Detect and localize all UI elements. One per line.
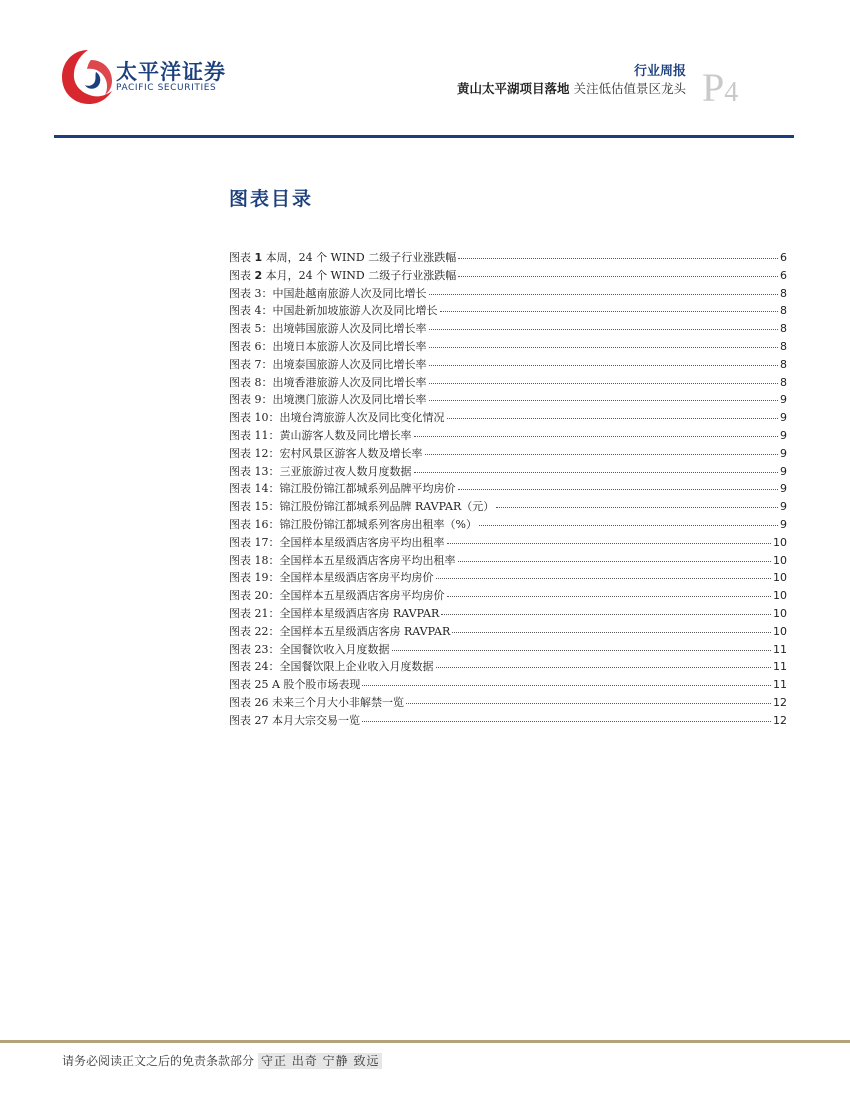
toc-entry-page: 12 — [773, 713, 787, 727]
toc-entry-page: 10 — [773, 535, 787, 549]
toc-entry-prefix: 图表 — [229, 268, 255, 282]
logo-brand-en: PACIFIC SECURITIES — [116, 83, 217, 93]
toc-entry-label — [229, 445, 423, 461]
toc-entry-prefix: 图表 26 — [229, 695, 269, 709]
toc-entry-label — [229, 587, 445, 603]
toc-entry[interactable] — [229, 356, 787, 374]
toc-entry-prefix: 图表 24： — [229, 660, 280, 674]
toc-dot-leader — [458, 257, 778, 259]
toc-entry-text: 全国样本星级酒店客房平均出租率 — [279, 535, 445, 549]
toc-entry-label — [229, 320, 427, 336]
toc-entry-text: 宏村风景区游客人数及增长率 — [279, 446, 423, 460]
toc-entry[interactable] — [229, 249, 787, 267]
toc-entry-text: 锦江股份锦江都城系列品牌平均房价 — [279, 482, 456, 496]
toc-entry[interactable] — [229, 320, 787, 338]
report-subtitle — [457, 79, 686, 97]
toc-entry-page: 11 — [773, 660, 787, 674]
toc-entry-label — [229, 285, 427, 301]
toc-entry-text: 本周，24 个 WIND 二级子行业涨跌幅 — [262, 251, 457, 264]
toc-entry-page: 10 — [773, 571, 787, 585]
toc-entry-text: 本月大宗交易一览 — [268, 713, 360, 727]
toc-dot-leader — [429, 328, 779, 330]
toc-entry[interactable] — [229, 391, 787, 409]
toc-entry-page: 9 — [780, 411, 787, 425]
toc-entry[interactable] — [229, 427, 787, 445]
toc-entry-page: 9 — [780, 446, 787, 460]
subtitle-headline: 黄山太平湖项目落地 — [456, 81, 570, 96]
page-number: 4 — [724, 77, 739, 108]
toc-entry-prefix: 图表 12： — [229, 446, 280, 460]
toc-entry-label — [229, 356, 427, 372]
toc-dot-leader — [414, 435, 779, 437]
toc-entry[interactable] — [229, 498, 787, 516]
toc-entry-prefix: 图表 3： — [229, 286, 273, 300]
toc-entry-prefix: 图表 15： — [229, 500, 280, 514]
toc-entry[interactable] — [229, 641, 787, 659]
toc-entry-page: 9 — [780, 517, 787, 531]
toc-entry-text: 全国餐饮收入月度数据 — [279, 642, 390, 656]
toc-entry-page: 6 — [780, 251, 787, 264]
toc-dot-leader — [447, 595, 772, 597]
toc-entry-prefix: 图表 5： — [229, 322, 273, 336]
toc-entry-page: 10 — [773, 589, 787, 603]
toc-entry[interactable] — [229, 587, 787, 605]
toc-entry-number: 1 — [254, 251, 263, 264]
toc-entry-prefix: 图表 25 — [229, 678, 269, 692]
toc-entry-text: 全国餐饮限上企业收入月度数据 — [279, 660, 434, 674]
toc-entry-text: 中国赴越南旅游人次及同比增长 — [272, 286, 427, 300]
toc-entry[interactable] — [229, 534, 787, 552]
toc-entry-label — [229, 374, 427, 390]
header-divider — [54, 135, 794, 138]
toc-entry-prefix: 图表 9： — [229, 393, 273, 407]
toc-entry-text: 全国样本星级酒店客房平均房价 — [279, 571, 434, 585]
toc-entry-text: 出境台湾旅游人次及同比变化情况 — [279, 411, 445, 425]
toc-entry-label — [229, 516, 477, 532]
toc-entry-text: 全国样本五星级酒店客房平均出租率 — [279, 553, 456, 567]
footer-disclaimer: 请务必阅读正文之后的免责条款部分 — [62, 1054, 255, 1068]
toc-entry-label — [229, 712, 360, 728]
toc-entry-prefix: 图表 7： — [229, 357, 273, 371]
toc-entry[interactable] — [229, 658, 787, 676]
toc-entry-text: 出境日本旅游人次及同比增长率 — [272, 339, 427, 353]
toc-entry-page: 8 — [780, 322, 787, 336]
toc-dot-leader — [452, 631, 771, 633]
toc-entry-page: 9 — [780, 393, 787, 407]
toc-dot-leader — [429, 382, 779, 384]
toc-dot-leader — [429, 399, 779, 401]
toc-entry-prefix: 图表 — [229, 251, 255, 264]
toc-entry[interactable] — [229, 302, 787, 320]
report-type-label: 行业周报 — [633, 64, 686, 79]
toc-entry-prefix: 图表 17： — [229, 535, 280, 549]
toc-entry-label — [229, 409, 445, 425]
toc-entry-label — [229, 391, 427, 407]
toc-entry-label — [229, 338, 427, 354]
toc-entry-label — [229, 623, 450, 639]
toc-entry-page: 9 — [780, 428, 787, 442]
toc-entry-text: 出境香港旅游人次及同比增长率 — [272, 375, 427, 389]
toc-entry-prefix: 图表 14： — [229, 482, 280, 496]
toc-entry-text: 中国赴新加坡旅游人次及同比增长 — [272, 304, 438, 318]
toc-entry[interactable] — [229, 285, 787, 303]
toc-dot-leader — [362, 720, 771, 722]
toc-title: 图表目录 — [229, 188, 314, 210]
toc-entry[interactable] — [229, 552, 787, 570]
subtitle-tagline: 关注低估值景区龙头 — [573, 81, 686, 96]
toc-dot-leader — [447, 542, 772, 544]
toc-dot-leader — [429, 293, 779, 295]
toc-entry-text: 黄山游客人数及同比增长率 — [279, 428, 412, 442]
toc-dot-leader — [429, 364, 779, 366]
toc-entry-page: 10 — [773, 624, 787, 638]
toc-entry-prefix: 图表 11： — [229, 428, 280, 442]
toc-entry-text: 三亚旅游过夜人数月度数据 — [279, 464, 412, 478]
figure-list — [229, 249, 787, 730]
pacific-securities-logo-icon — [58, 46, 118, 108]
toc-entry-prefix: 图表 4： — [229, 304, 273, 318]
toc-dot-leader — [436, 577, 772, 579]
toc-entry-label — [229, 552, 456, 568]
toc-entry-page: 8 — [780, 375, 787, 389]
toc-dot-leader — [440, 310, 779, 312]
toc-dot-leader — [425, 453, 779, 455]
toc-dot-leader — [429, 346, 779, 348]
toc-dot-leader — [362, 684, 771, 686]
toc-entry-page: 12 — [773, 695, 787, 709]
toc-entry[interactable] — [229, 569, 787, 587]
toc-entry-text: 全国样本星级酒店客房 RAVPAR — [279, 606, 440, 620]
toc-entry-prefix: 图表 21： — [229, 606, 280, 620]
toc-entry-text: 全国样本五星级酒店客房 RAVPAR — [279, 624, 451, 638]
toc-entry-label — [229, 427, 412, 443]
toc-entry-text: A 股个股市场表现 — [268, 678, 361, 692]
toc-entry[interactable] — [229, 338, 787, 356]
toc-entry-label — [229, 302, 438, 318]
footer-motto: 守正 出奇 宁静 致远 — [258, 1053, 382, 1069]
toc-entry-text: 出境泰国旅游人次及同比增长率 — [272, 357, 427, 371]
toc-entry[interactable] — [229, 676, 787, 694]
toc-entry-page: 9 — [780, 482, 787, 496]
toc-dot-leader — [447, 417, 779, 419]
toc-entry-label — [229, 569, 434, 585]
toc-entry-label — [229, 480, 456, 496]
toc-entry-label — [229, 658, 434, 674]
toc-entry-label — [229, 605, 439, 621]
footer — [62, 1052, 382, 1069]
toc-entry-label — [229, 694, 404, 710]
toc-entry-text: 出境韩国旅游人次及同比增长率 — [272, 322, 427, 336]
toc-entry-page: 11 — [773, 642, 787, 656]
toc-entry-page: 6 — [780, 268, 787, 282]
toc-entry-text: 全国样本五星级酒店客房平均房价 — [279, 589, 445, 603]
toc-entry-prefix: 图表 22： — [229, 624, 280, 638]
toc-entry-text: 本月，24 个 WIND 二级子行业涨跌幅 — [262, 268, 457, 282]
toc-dot-leader — [414, 471, 779, 473]
toc-entry[interactable] — [229, 267, 787, 285]
toc-dot-leader — [458, 560, 772, 562]
toc-entry[interactable] — [229, 409, 787, 427]
toc-entry-label — [229, 498, 494, 514]
toc-entry-label — [229, 534, 445, 550]
toc-entry-label — [229, 676, 360, 692]
toc-entry-prefix: 图表 23： — [229, 642, 280, 656]
toc-entry-prefix: 图表 8： — [229, 375, 273, 389]
footer-divider — [0, 1040, 850, 1043]
toc-entry-prefix: 图表 19： — [229, 571, 280, 585]
toc-entry-prefix: 图表 10： — [229, 411, 280, 425]
toc-entry-text: 锦江股份锦江都城系列客房出租率（%） — [279, 517, 477, 531]
toc-entry-prefix: 图表 6： — [229, 339, 273, 353]
toc-entry[interactable] — [229, 445, 787, 463]
toc-entry-label — [229, 641, 390, 657]
toc-entry[interactable] — [229, 623, 787, 641]
toc-entry-text: 锦江股份锦江都城系列品牌 RAVPAR（元） — [279, 500, 495, 514]
toc-dot-leader — [458, 275, 778, 277]
toc-entry-text: 未来三个月大小非解禁一览 — [268, 695, 404, 709]
toc-entry[interactable] — [229, 712, 787, 730]
logo-brand-cn: 太平洋证券 — [116, 60, 226, 84]
toc-entry-text: 出境澳门旅游人次及同比增长率 — [272, 393, 427, 407]
toc-dot-leader — [479, 524, 778, 526]
toc-entry-page: 9 — [780, 464, 787, 478]
toc-entry[interactable] — [229, 516, 787, 534]
toc-entry-page: 8 — [780, 339, 787, 353]
toc-entry-page: 10 — [773, 606, 787, 620]
toc-entry-prefix: 图表 13： — [229, 464, 280, 478]
toc-entry-prefix: 图表 16： — [229, 517, 280, 531]
toc-entry-page: 11 — [773, 678, 787, 692]
toc-entry[interactable] — [229, 463, 787, 481]
toc-entry-label — [229, 267, 456, 283]
toc-dot-leader — [436, 666, 772, 668]
company-logo — [58, 46, 248, 116]
toc-entry-page: 9 — [780, 500, 787, 514]
toc-dot-leader — [496, 506, 778, 508]
page-number-mark — [702, 65, 739, 110]
toc-dot-leader — [406, 702, 771, 704]
toc-entry-prefix: 图表 18： — [229, 553, 280, 567]
toc-dot-leader — [458, 488, 779, 490]
toc-entry[interactable] — [229, 605, 787, 623]
toc-entry-page: 8 — [780, 304, 787, 318]
toc-entry-label — [229, 463, 412, 479]
toc-entry-number: 2 — [254, 268, 263, 282]
toc-entry-prefix: 图表 20： — [229, 589, 280, 603]
toc-entry-page: 8 — [780, 286, 787, 300]
toc-entry[interactable] — [229, 374, 787, 392]
toc-dot-leader — [441, 613, 771, 615]
toc-entry[interactable] — [229, 480, 787, 498]
toc-entry-label — [229, 249, 456, 265]
toc-entry-page: 8 — [780, 357, 787, 371]
toc-entry[interactable] — [229, 694, 787, 712]
page-letter: P — [702, 65, 725, 110]
toc-dot-leader — [392, 649, 772, 651]
toc-entry-prefix: 图表 27 — [229, 713, 269, 727]
toc-entry-page: 10 — [773, 553, 787, 567]
